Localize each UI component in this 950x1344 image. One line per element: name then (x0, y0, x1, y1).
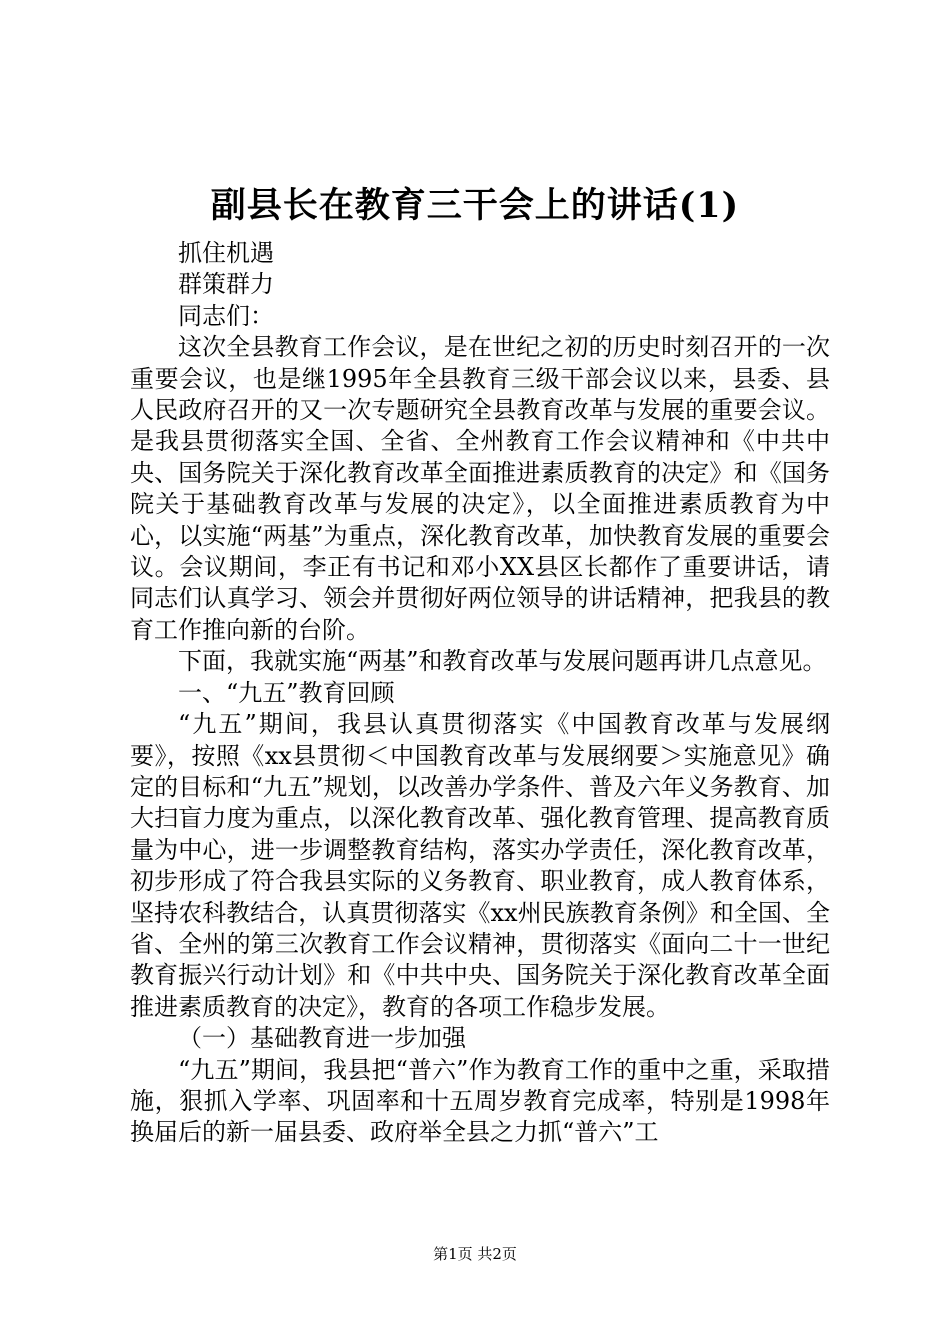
document-body (130, 238, 830, 1149)
subsection-heading: （一）基础教育进一步加强 (178, 1024, 466, 1053)
salutation: 同志们： (178, 301, 274, 330)
subtitle-line: 抓住机遇 (178, 239, 274, 267)
subtitle-line: 群策群力 (178, 270, 274, 299)
section-heading: 一、“九五”教育回顾 (178, 678, 395, 707)
page-footer: 第1页 共2页 (433, 1245, 517, 1263)
body-paragraph: “九五”期间，我县把“普六”作为教育工作的重中之重，采取措施，狠抓入学率、巩固率和十五周岁教育完成率，特别是1998年换届后的新一届县委、政府举全县之力抓“普六”工 (130, 1055, 830, 1147)
body-paragraph: “九五”期间，我县认真贯彻落实《中国教育改革与发展纲要》，按照《xx县贯彻＜中国教育改革与发展纲要＞实施意见》确定的目标和“九五”规划，以改善办学条件、普及六年义务教育、加大扫盲力度为重点，以深化教育改革、强化教育管理、提高教育质量为中心，进一步调整教育结构，落实办学责任，深化教育改革，初步形成了符合我县实际的义务教育、职业教育，成人教育体系，坚持农科教结合，认真贯彻落实《xx州民族教育条例》和全国、全省、全州的第三次教育工作会议精神，贯彻落实《面向二十一世纪教育振兴行动计划》和《中共中央、国务院关于深化教育改革全面推进素质教育的决定》，教育的各项工作稳步发展。 (130, 710, 830, 1021)
body-paragraph: 下面，我就实施“两基”和教育改革与发展问题再讲几点意见。 (178, 647, 827, 676)
page-title: 副县长在教育三干会上的讲话(1) (210, 185, 740, 226)
body-paragraph: 这次全县教育工作会议，是在世纪之初的历史时刻召开的一次重要会议，也是继1995年全县教育三级干部会议以来，县委、县人民政府召开的又一次专题研究全县教育改革与发展的重要会议。是我县贯彻落实全国、全省、全州教育工作会议精神和《中共中央、国务院关于深化教育改革全面推进素质教育的决定》和《国务院关于基础教育改革与发展的决定》，以全面推进素质教育为中心，以实施“两基”为重点，深化教育改革，加快教育发展的重要会议。会议期间，李正有书记和邓小XX县区长都作了重要讲话，请同志们认真学习、领会并贯彻好两位领导的讲话精神，把我县的教育工作推向新的台阶。 (130, 333, 830, 644)
